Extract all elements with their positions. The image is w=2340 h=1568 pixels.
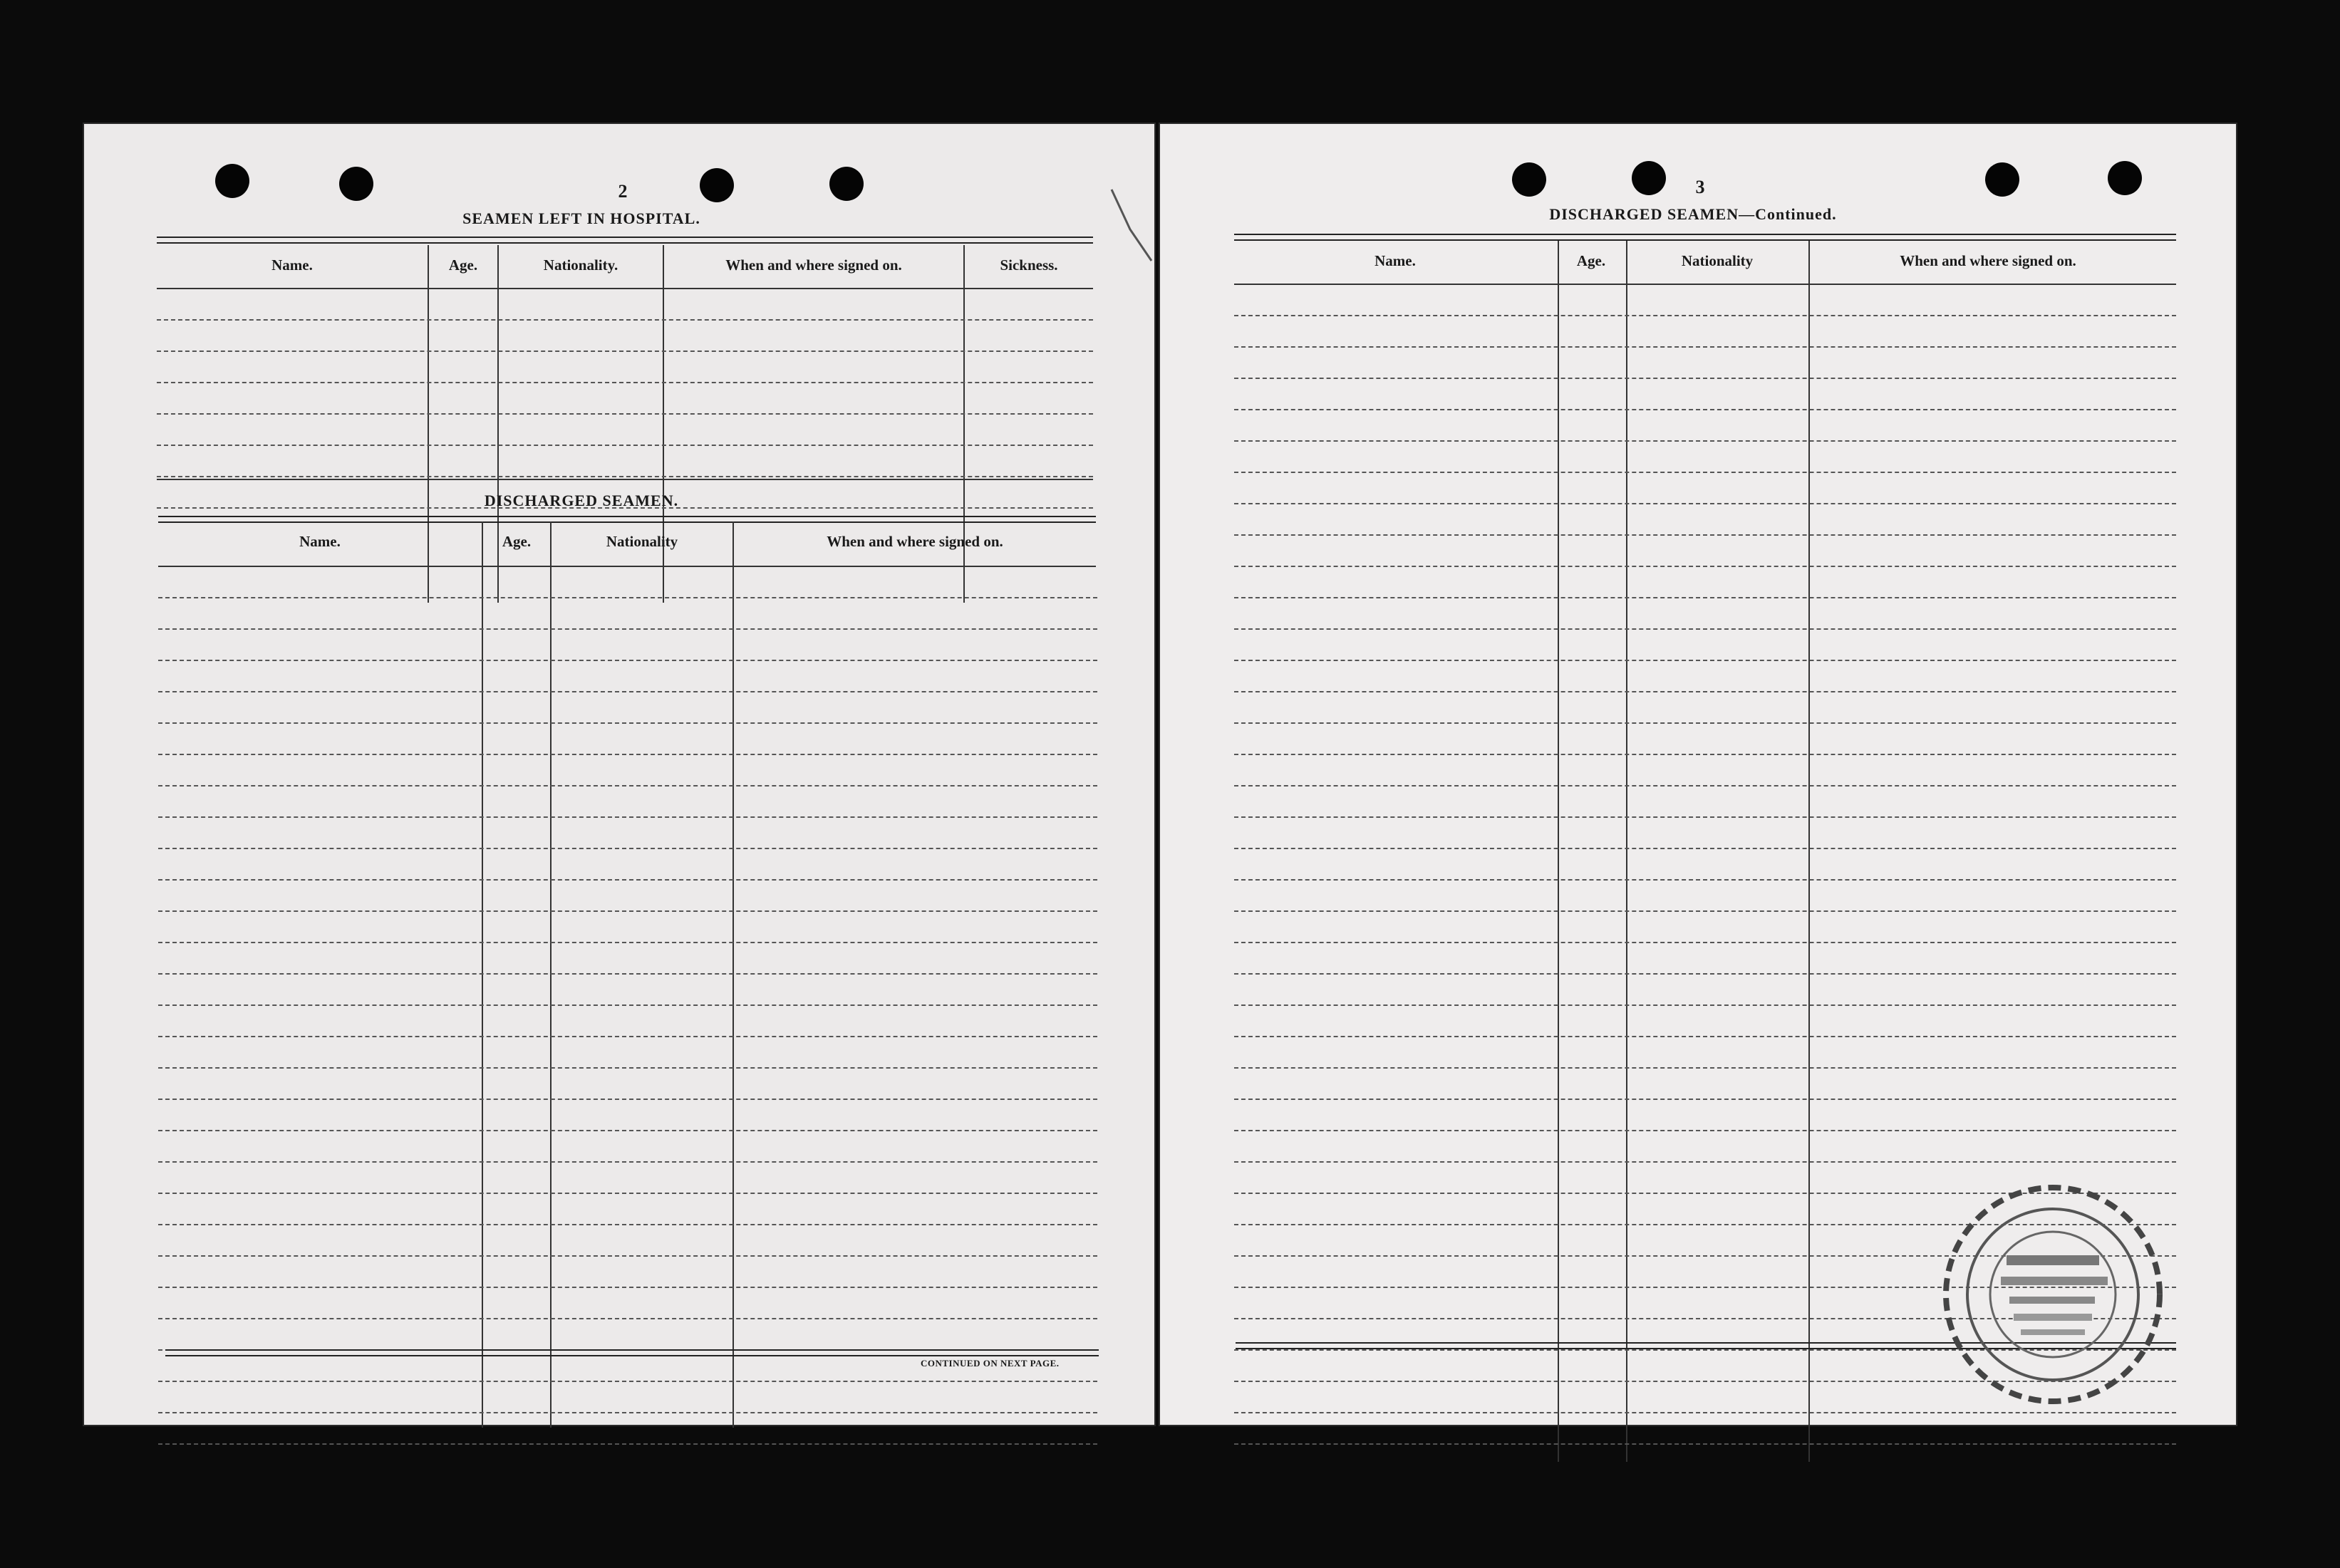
page-crease xyxy=(1109,187,1166,265)
table-row xyxy=(1234,1099,2176,1131)
table-row xyxy=(158,1287,1097,1319)
table-row xyxy=(1234,816,2176,849)
table-row xyxy=(1234,691,2176,724)
table-row xyxy=(158,1381,1097,1413)
table-row xyxy=(158,879,1097,912)
column-header-signed-on: When and where signed on. xyxy=(725,256,902,274)
table-row xyxy=(1234,378,2176,410)
column-header-signed-on: When and where signed on. xyxy=(827,533,1003,550)
table-row xyxy=(158,1067,1097,1100)
table-row xyxy=(158,785,1097,818)
table-row xyxy=(158,1255,1097,1288)
table-row xyxy=(1234,628,2176,661)
table-row xyxy=(158,942,1097,975)
page-number: 3 xyxy=(1695,177,1705,197)
table-row xyxy=(158,816,1097,849)
postmark-icon xyxy=(1935,1177,2170,1412)
table-top-rule xyxy=(157,237,1093,244)
table-row xyxy=(1234,1067,2176,1100)
section-rule xyxy=(157,479,1093,480)
punch-hole xyxy=(1632,161,1666,195)
punch-hole xyxy=(700,168,734,202)
table-row xyxy=(158,660,1097,692)
column-header-name: Name. xyxy=(1375,252,1416,269)
table-row xyxy=(158,1412,1097,1445)
table-row xyxy=(1234,1412,2176,1445)
punch-hole xyxy=(2108,161,2142,195)
table-row xyxy=(158,691,1097,724)
table-row xyxy=(1234,879,2176,912)
table-row xyxy=(158,1099,1097,1131)
continued-note: CONTINUED ON NEXT PAGE. xyxy=(921,1358,1060,1369)
table-row xyxy=(1234,503,2176,536)
column-header-name: Name. xyxy=(299,533,341,550)
column-header-age: Age. xyxy=(448,256,478,274)
table-row xyxy=(1234,597,2176,630)
column-header-name: Name. xyxy=(271,256,313,274)
punch-hole xyxy=(215,164,249,198)
table-row xyxy=(1234,1130,2176,1163)
hospital-rows xyxy=(157,288,1093,601)
column-header-signed-on: When and where signed on. xyxy=(1900,252,2076,269)
table-row xyxy=(1234,754,2176,786)
table-row xyxy=(157,319,1093,352)
table-row xyxy=(158,597,1097,630)
hospital-section-title: SEAMEN LEFT IN HOSPITAL. xyxy=(462,209,700,227)
table-row xyxy=(158,1004,1097,1037)
table-row xyxy=(1234,315,2176,348)
table-row xyxy=(1234,1036,2176,1069)
table-row xyxy=(158,848,1097,881)
table-row xyxy=(158,910,1097,943)
column-header-nationality: Nationality xyxy=(1681,252,1754,269)
table-row xyxy=(157,382,1093,415)
table-row xyxy=(158,1224,1097,1257)
punch-hole xyxy=(829,167,864,201)
table-row xyxy=(157,413,1093,446)
section-title: DISCHARGED SEAMEN—Continued. xyxy=(1549,205,1837,223)
table-row xyxy=(1234,1004,2176,1037)
column-header-nationality: Nationality xyxy=(606,533,678,550)
table-row xyxy=(1234,472,2176,504)
table-row xyxy=(158,1318,1097,1351)
table-row xyxy=(1234,409,2176,442)
date-stamp xyxy=(1935,1177,2170,1412)
table-row xyxy=(1234,566,2176,598)
table-row xyxy=(1234,534,2176,567)
table-row xyxy=(158,566,1097,598)
table-row xyxy=(158,628,1097,661)
table-row xyxy=(158,1161,1097,1194)
table-row xyxy=(1234,440,2176,473)
column-header-sickness: Sickness. xyxy=(1000,256,1058,274)
table-row xyxy=(1234,785,2176,818)
table-row xyxy=(1234,910,2176,943)
discharged-section-title: DISCHARGED SEAMEN. xyxy=(484,492,679,509)
table-row xyxy=(158,973,1097,1006)
table-row xyxy=(1234,660,2176,692)
table-bottom-rule xyxy=(165,1349,1099,1356)
table-row xyxy=(158,1036,1097,1069)
table-row xyxy=(1234,973,2176,1006)
page-number: 2 xyxy=(618,181,628,202)
punch-hole xyxy=(1985,162,2019,197)
table-row xyxy=(157,288,1093,321)
table-top-rule xyxy=(158,516,1096,523)
table-row xyxy=(158,754,1097,786)
table-row xyxy=(1234,284,2176,316)
table-row xyxy=(1234,942,2176,975)
column-header-age: Age. xyxy=(502,533,532,550)
table-row xyxy=(158,1130,1097,1163)
table-row xyxy=(1234,722,2176,755)
column-header-nationality: Nationality. xyxy=(543,256,618,274)
left-page xyxy=(83,123,1156,1426)
table-row xyxy=(158,1193,1097,1225)
table-row xyxy=(157,445,1093,477)
punch-hole xyxy=(1512,162,1546,197)
table-top-rule xyxy=(1234,234,2176,241)
table-row xyxy=(157,351,1093,383)
punch-hole xyxy=(339,167,373,201)
column-header-age: Age. xyxy=(1576,252,1606,269)
discharged-rows xyxy=(158,566,1097,1463)
table-row xyxy=(1234,346,2176,379)
table-row xyxy=(158,722,1097,755)
right-page xyxy=(1159,123,2237,1426)
table-row xyxy=(1234,848,2176,881)
